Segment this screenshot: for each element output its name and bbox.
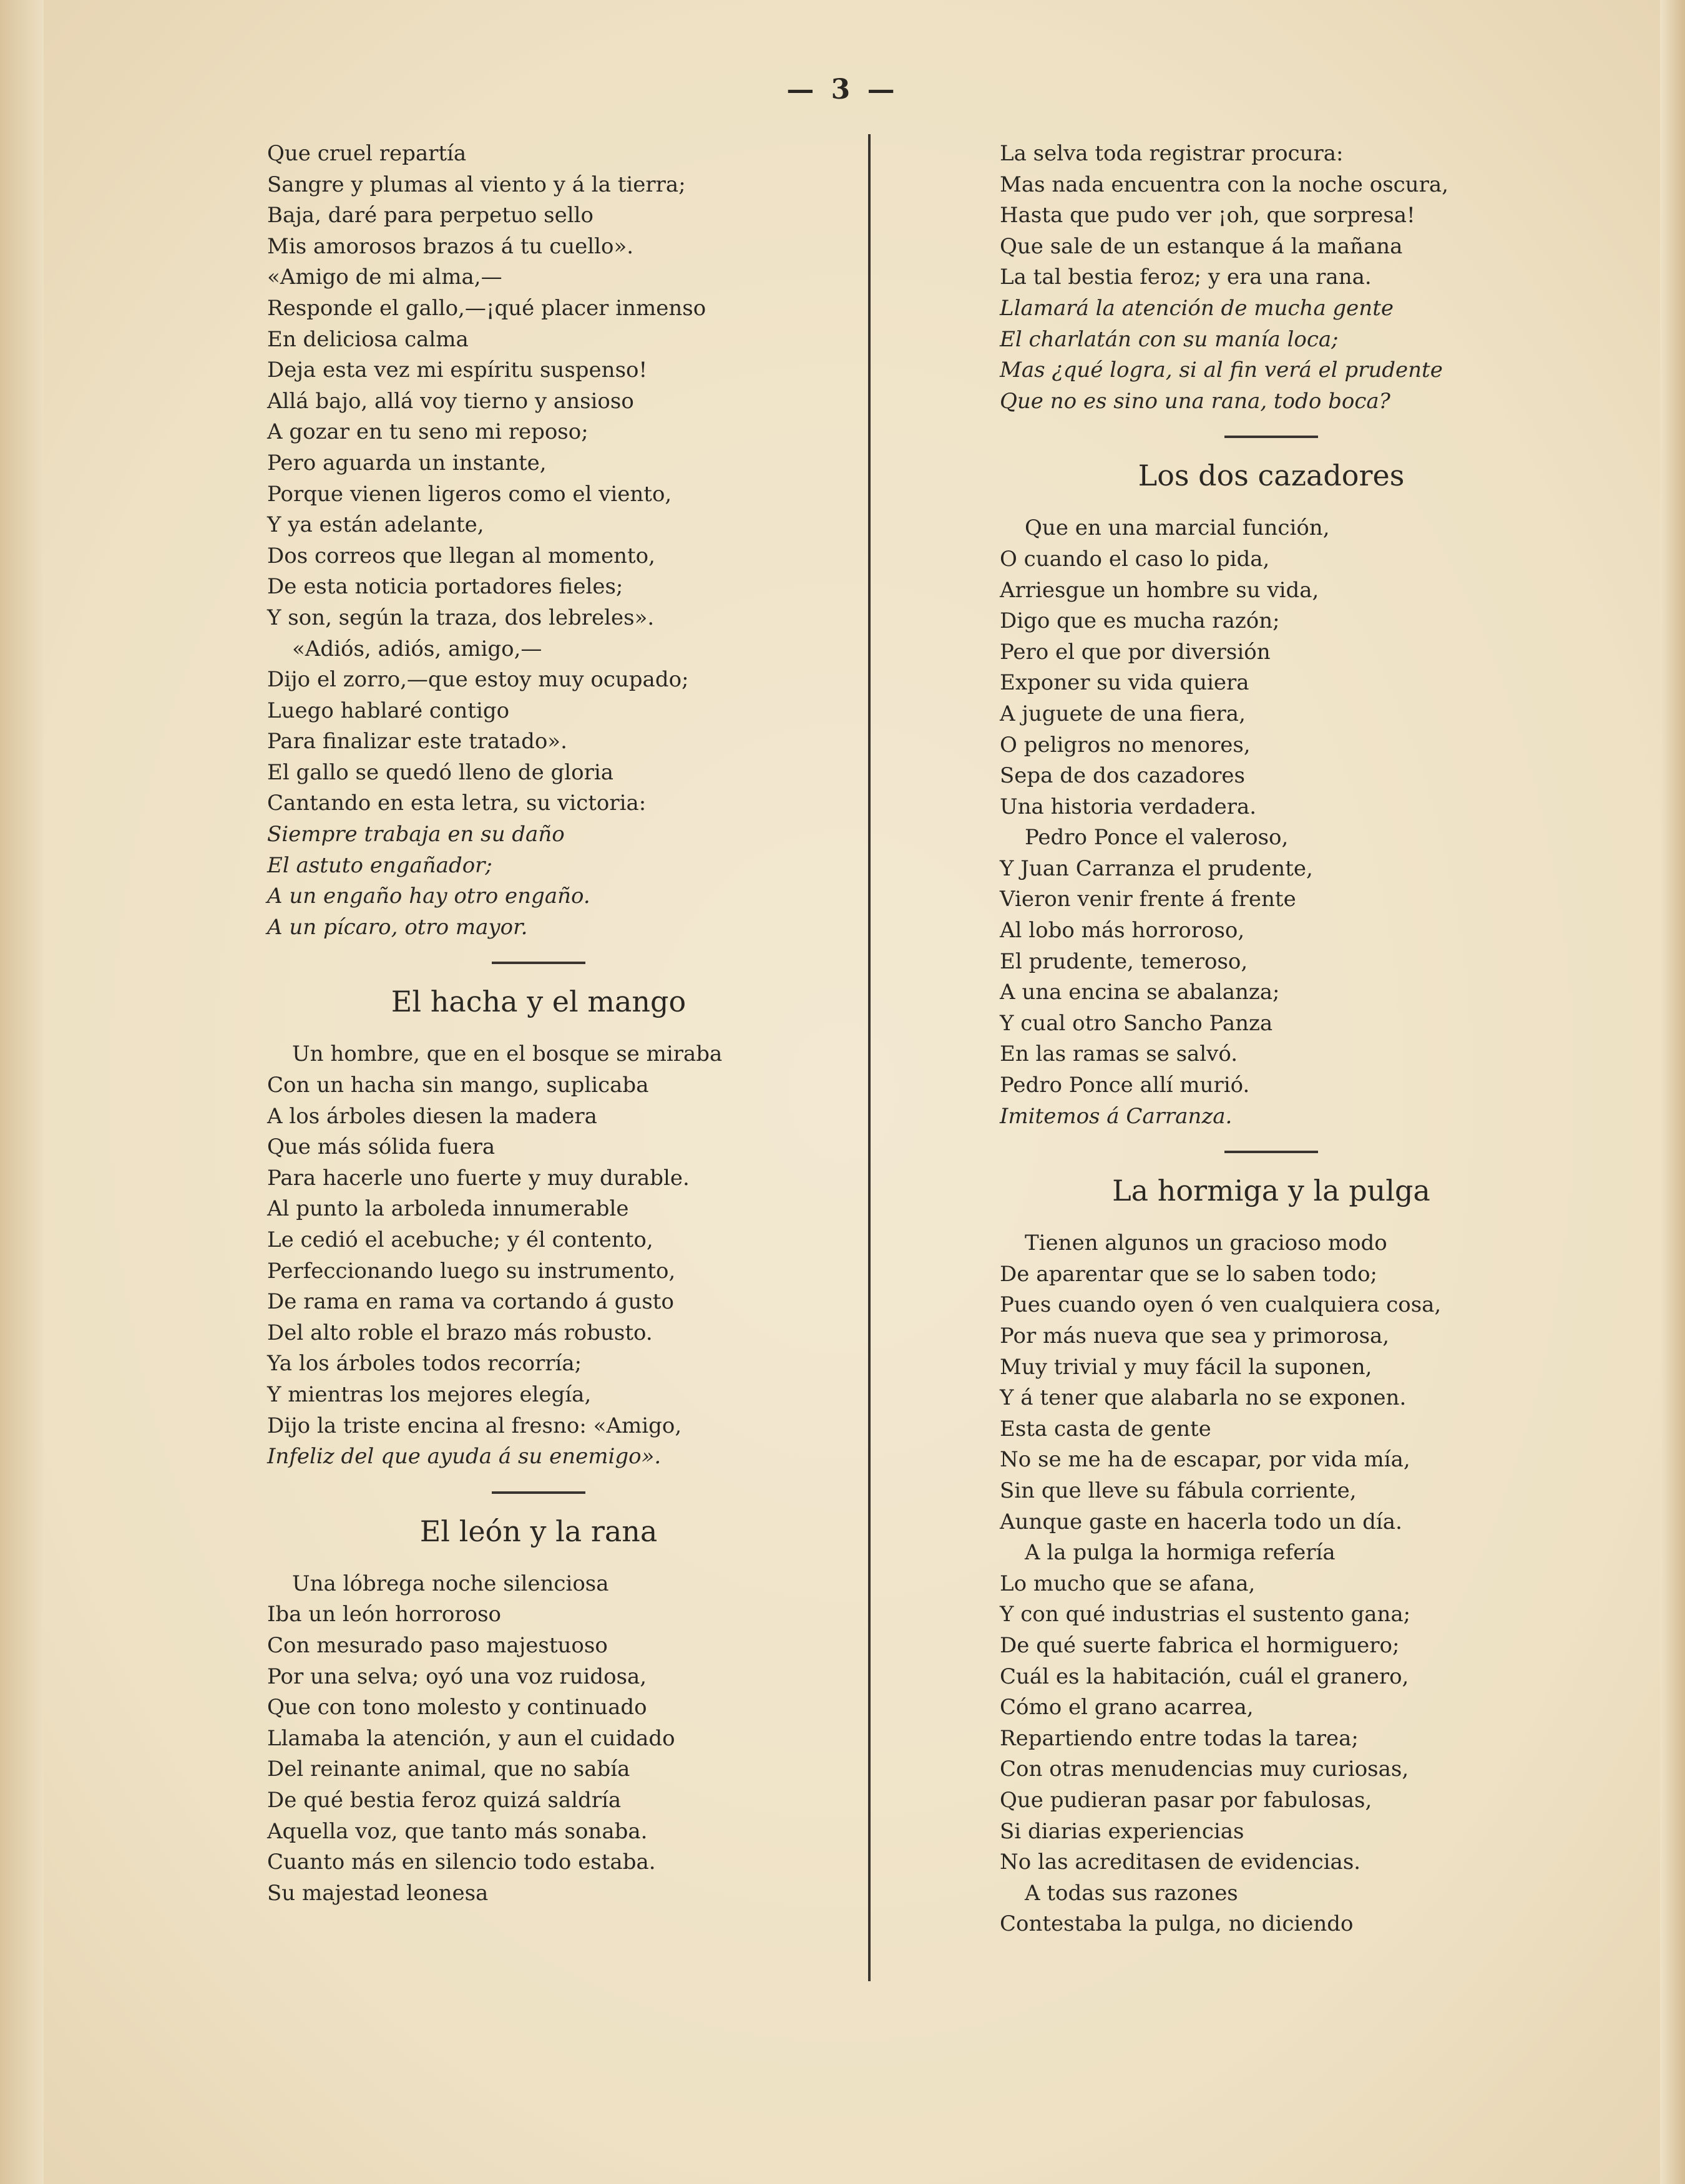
verse-line: Arriesgue un hombre su vida, — [1000, 577, 1319, 603]
verse-line: El gallo se quedó lleno de gloria — [267, 759, 614, 785]
verse-line: Del alto roble el brazo más robusto. — [267, 1320, 653, 1345]
moral-line: A un engaño hay otro engaño. — [267, 884, 590, 909]
verse-line: Por una selva; oyó una voz ruidosa, — [267, 1664, 647, 1689]
verse-line: «Amigo de mi alma,— — [267, 265, 502, 290]
verse-line: Luego hablaré contigo — [267, 698, 510, 723]
verse-line: Del reinante animal, que no sabía — [267, 1757, 630, 1782]
moral-line: El astuto engañador; — [267, 852, 492, 878]
verse-line: En deliciosa calma — [267, 326, 469, 352]
verse-line: De rama en rama va cortando á gusto — [267, 1289, 674, 1315]
verse-line: Que pudieran pasar por fabulosas, — [1000, 1787, 1372, 1813]
verse-line: Sangre y plumas al viento y á la tierra; — [267, 172, 686, 197]
verse-line: Ya los árboles todos recorría; — [267, 1351, 582, 1377]
verse-line: O peligros no menores, — [1000, 732, 1251, 758]
verse-line: Cuál es la habitación, cuál el granero, — [1000, 1664, 1409, 1689]
left-column — [267, 139, 891, 1909]
verse-line: Dos correos que llegan al momento, — [267, 543, 655, 568]
verse-line: Mas nada encuentra con la noche oscura, — [1000, 172, 1448, 197]
verse-line: Dijo la triste encina al fresno: «Amigo, — [267, 1413, 682, 1438]
verse-line: Cantando en esta letra, su victoria: — [267, 791, 647, 816]
verse-line: A los árboles diesen la madera — [267, 1103, 597, 1129]
moral-line: Imitemos á Carranza. — [1000, 1103, 1233, 1129]
verse-line: Y ya están adelante, — [267, 512, 484, 538]
verse-line: La selva toda registrar procura: — [1000, 141, 1344, 166]
verse-line: Cómo el grano acarrea, — [1000, 1695, 1254, 1720]
verse-line: Contestaba la pulga, no diciendo — [1000, 1911, 1354, 1937]
verse-line: Sepa de dos cazadores — [1000, 763, 1245, 789]
verse-line: Si diarias experiencias — [1000, 1818, 1244, 1844]
verse-line: Esta casta de gente — [1000, 1416, 1211, 1441]
verse-line: Porque vienen ligeros como el viento, — [267, 481, 672, 507]
verse-line: Allá bajo, allá voy tierno y ansioso — [267, 388, 634, 414]
verse-line: Pedro Ponce allí murió. — [1000, 1073, 1250, 1098]
verse-line: Con mesurado paso majestuoso — [267, 1632, 608, 1658]
verse-line: Pedro Ponce el valeroso, — [1025, 825, 1289, 851]
moral-line: Llamará la atención de mucha gente — [1000, 295, 1394, 321]
verse-line: Llamaba la atención, y aun el cuidado — [267, 1725, 675, 1751]
verse-line: Aquella voz, que tanto más sonaba. — [267, 1818, 648, 1844]
fable-title: La hormiga y la pulga — [1112, 1174, 1430, 1208]
verse-line: Iba un león horroroso — [267, 1602, 502, 1627]
verse-line: Una historia verdadera. — [1000, 794, 1257, 819]
verse-line: Digo que es mucha razón; — [1000, 608, 1280, 634]
verse-line: Y mientras los mejores elegía, — [267, 1382, 592, 1407]
verse-line: A una encina se abalanza; — [1000, 980, 1280, 1005]
verse-line: A juguete de una fiera, — [1000, 701, 1246, 726]
fable-title: El hacha y el mango — [391, 985, 686, 1019]
moral-line: Infeliz del que ayuda á su enemigo». — [267, 1444, 662, 1470]
verse-line: Mis amorosos brazos á tu cuello». — [267, 233, 634, 259]
fable-title: El león y la rana — [419, 1514, 658, 1548]
verse-line: Con otras menudencias muy curiosas, — [1000, 1757, 1409, 1782]
verse-line: Por más nueva que sea y primorosa, — [1000, 1324, 1390, 1348]
verse-line: Un hombre, que en el bosque se miraba — [292, 1041, 723, 1067]
verse-line: Pues cuando oyen ó ven cualquiera cosa, — [1000, 1292, 1442, 1318]
verse-line: Que sale de un estanque á la mañana — [1000, 233, 1403, 259]
verse-line: Pero el que por diversión — [1000, 639, 1271, 665]
verse-line: Y con qué industrias el sustento gana; — [1000, 1602, 1411, 1627]
verse-line: Con un hacha sin mango, suplicaba — [267, 1073, 649, 1098]
fable-title: Los dos cazadores — [1138, 459, 1405, 493]
verse-line: Una lóbrega noche silenciosa — [292, 1571, 609, 1596]
verse-line: Vieron venir frente á frente — [1000, 887, 1296, 912]
verse-line: A gozar en tu seno mi reposo; — [267, 419, 589, 445]
verse-line: Y á tener que alabarla no se exponen. — [1000, 1385, 1407, 1411]
verse-line: No las acreditasen de evidencias. — [1000, 1850, 1361, 1875]
verse-line: Que más sólida fuera — [267, 1134, 496, 1160]
verse-line: Que en una marcial función, — [1025, 515, 1330, 541]
right-column — [1000, 139, 1624, 1940]
verse-line: Para finalizar este tratado». — [267, 729, 567, 754]
verse-line: O cuando el caso lo pida, — [1000, 546, 1270, 572]
verse-line: Lo mucho que se afana, — [1000, 1571, 1256, 1596]
verse-line: De aparentar que se lo saben todo; — [1000, 1261, 1378, 1287]
verse-line: Perfeccionando luego su instrumento, — [267, 1258, 676, 1284]
page-edge-left — [0, 0, 44, 2184]
verse-line: Pero aguarda un instante, — [267, 450, 547, 475]
verse-line: A la pulga la hormiga refería — [1025, 1540, 1336, 1566]
moral-line: A un pícaro, otro mayor. — [267, 914, 528, 940]
verse-line: Deja esta vez mi espíritu suspenso! — [267, 358, 648, 383]
page-number: — 3 — — [786, 74, 899, 105]
moral-line: Siempre trabaja en su daño — [267, 822, 565, 847]
verse-line: Cuanto más en silencio todo estaba. — [267, 1850, 656, 1875]
verse-line: Su majestad leonesa — [267, 1880, 489, 1906]
verse-line: Muy trivial y muy fácil la suponen, — [1000, 1354, 1372, 1380]
verse-line: Sin que lleve su fábula corriente, — [1000, 1478, 1357, 1503]
verse-line: Y son, según la traza, dos lebreles». — [267, 605, 655, 630]
moral-line: El charlatán con su manía loca; — [1000, 326, 1339, 352]
verse-line: Al punto la arboleda innumerable — [267, 1196, 629, 1222]
verse-line: Tienen algunos un gracioso modo — [1025, 1231, 1387, 1256]
verse-line: Aunque gaste en hacerla todo un día. — [1000, 1509, 1402, 1534]
verse-line: Repartiendo entre todas la tarea; — [1000, 1725, 1359, 1751]
verse-line: A todas sus razones — [1025, 1880, 1238, 1906]
verse-line: No se me ha de escapar, por vida mía, — [1000, 1447, 1410, 1473]
verse-line: Exponer su vida quiera — [1000, 670, 1249, 696]
verse-line: «Adiós, adiós, amigo,— — [292, 636, 542, 661]
verse-line: Le cedió el acebuche; y él contento, — [267, 1227, 653, 1252]
verse-line: Que cruel repartía — [267, 141, 467, 166]
verse-line: De qué suerte fabrica el hormiguero; — [1000, 1632, 1400, 1658]
verse-line: El prudente, temeroso, — [1000, 948, 1248, 974]
verse-line: De esta noticia portadores fieles; — [267, 574, 623, 600]
verse-line: Responde el gallo,—¡qué placer inmenso — [267, 295, 706, 321]
verse-line: Dijo el zorro,—que estoy muy ocupado; — [267, 667, 689, 693]
verse-line: Y cual otro Sancho Panza — [1000, 1010, 1273, 1036]
verse-line: De qué bestia feroz quizá saldría — [267, 1787, 622, 1813]
verse-line: Y Juan Carranza el prudente, — [1000, 856, 1313, 881]
moral-line: Que no es sino una rana, todo boca? — [1000, 388, 1390, 414]
verse-line: Para hacerle uno fuerte y muy durable. — [267, 1165, 690, 1191]
verse-line: Al lobo más horroroso, — [1000, 918, 1245, 943]
verse-line: En las ramas se salvó. — [1000, 1041, 1238, 1067]
verse-line: Baja, daré para perpetuo sello — [267, 203, 593, 228]
page-edge-right — [1660, 0, 1685, 2184]
verse-line: Que con tono molesto y continuado — [267, 1695, 647, 1720]
verse-line: La tal bestia feroz; y era una rana. — [1000, 265, 1372, 290]
verse-line: Hasta que pudo ver ¡oh, que sorpresa! — [1000, 203, 1415, 228]
moral-line: Mas ¿qué logra, si al fin verá el prudente — [1000, 358, 1443, 383]
